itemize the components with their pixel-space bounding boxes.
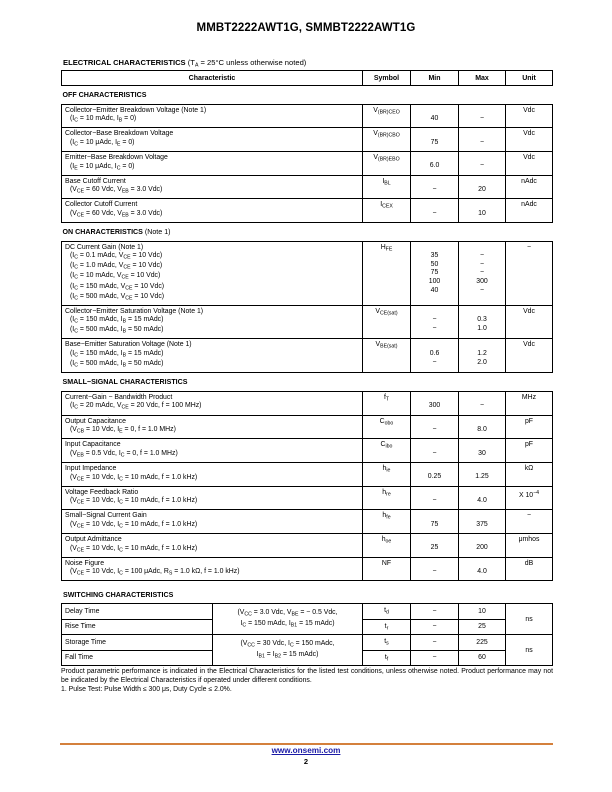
characteristic-name: Base−Emitter Saturation Voltage (Note 1): [65, 341, 192, 349]
characteristic-name: Emitter−Base Breakdown Voltage: [65, 153, 168, 161]
min-cell: −: [411, 486, 459, 510]
unit-cell: MHz: [506, 391, 553, 415]
min-cell: −: [411, 557, 459, 581]
table-row-storage-time: [62, 635, 553, 651]
table-row-base-cutoff-current: [62, 175, 553, 199]
test-condition: ($V_{CE} = 10$ Vdc, $I_C = 100$ μAdc, $R_S = 1.0$ kΩ, f = 1.0 kHz): [70, 568, 240, 577]
page-number: 2: [303, 757, 309, 766]
characteristic-cell: [62, 305, 363, 339]
characteristic-cell: [62, 241, 363, 305]
symbol-cell: $h_{ie}$: [363, 462, 411, 486]
max-cell: 200: [459, 533, 506, 557]
min-cell: −: [411, 439, 459, 463]
min-cell: [411, 339, 459, 373]
table-row-collector-base-breakdown-voltage: [62, 128, 553, 152]
unit-cell: kΩ: [506, 462, 553, 486]
max-cell: 4.0: [459, 486, 506, 510]
test-condition: ($V_{CB} = 10$ Vdc, $I_E = 0$, f = 1.0 MHz): [70, 426, 176, 435]
characteristic-name: Rise Time: [62, 619, 213, 635]
table-row-current-gain-bandwidth-product: [62, 391, 553, 415]
min-cell: −: [411, 619, 459, 635]
max-value: 1.2: [477, 349, 487, 357]
min-cell: 40: [411, 104, 459, 128]
footer-rule: [60, 743, 553, 745]
table-row-voltage-feedback-ratio: [62, 486, 553, 510]
table-row-input-capacitance: [62, 439, 553, 463]
min-cell: 6.0: [411, 151, 459, 175]
symbol-cell: $h_{oe}$: [363, 533, 411, 557]
max-value: 0.3: [477, 316, 487, 324]
column-header: Characteristic: [62, 71, 363, 86]
max-value: 300: [476, 277, 488, 285]
table-header-row: [62, 71, 553, 86]
characteristic-name: Noise Figure: [65, 559, 105, 567]
disclaimer-text: Product parametric performance is indicated in the Electrical Characteristics for the listed test conditions, unless otherwise noted. Product performance may not be indicated by the Electrical Characteristics if operated under different conditions.: [61, 668, 553, 685]
switching-characteristics-table: [61, 603, 553, 666]
characteristic-name: Delay Time: [62, 604, 213, 620]
symbol-cell: $I_{BL}$: [363, 175, 411, 199]
column-header: Unit: [506, 71, 553, 86]
unit-cell: pF: [506, 439, 553, 463]
footnote-1: 1. Pulse Test: Pulse Width ≤ 300 μs, Duty Cycle ≤ 2.0%.: [61, 686, 232, 693]
min-value: −: [432, 324, 437, 332]
test-condition: ($I_C = 150$ mAdc, $I_B = 15$ mAdc): [70, 350, 164, 359]
unit-cell: ns: [506, 635, 553, 666]
min-cell: −: [411, 199, 459, 223]
max-cell: [459, 241, 506, 305]
column-header: Max: [459, 71, 506, 86]
test-condition: ($I_C = 20$ mAdc, $V_{CE} = 20$ Vdc, f = 100 MHz): [70, 402, 202, 411]
unit-cell: X $10^{-4}$: [506, 486, 553, 510]
max-cell: 25: [459, 619, 506, 635]
max-cell: 20: [459, 175, 506, 199]
symbol-cell: $f_T$: [363, 391, 411, 415]
section-off-characteristics: [62, 86, 553, 105]
section-label: ON CHARACTERISTICS (Note 1): [62, 223, 553, 242]
test-condition: ($I_C = 1.0$ mAdc, $V_{CE} = 10$ Vdc): [70, 262, 163, 271]
min-value: −: [432, 316, 437, 324]
max-cell: 1.25: [459, 462, 506, 486]
unit-cell: nAdc: [506, 199, 553, 223]
symbol-cell: $V_{(BR)CBO}$: [363, 128, 411, 152]
min-value: 35: [430, 252, 439, 260]
symbol-cell: $V_{BE(sat)}$: [363, 339, 411, 373]
symbol-cell: $V_{(BR)EBO}$: [363, 151, 411, 175]
section-on-characteristics: [62, 223, 553, 242]
unit-cell: −: [506, 510, 553, 534]
characteristic-cell: [62, 151, 363, 175]
table-row-emitter-base-breakdown-voltage: [62, 151, 553, 175]
characteristic-name: Collector−Base Breakdown Voltage: [65, 130, 174, 138]
electrical-characteristics-table: [61, 70, 553, 581]
symbol-cell: $C_{obo}$: [363, 415, 411, 439]
characteristic-name: Input Capacitance: [65, 441, 121, 449]
symbol-cell: $h_{fe}$: [363, 510, 411, 534]
characteristic-cell: [62, 104, 363, 128]
unit-cell: Vdc: [506, 339, 553, 373]
table-row-input-impedance: [62, 462, 553, 486]
characteristic-name: Current−Gain − Bandwidth Product: [65, 393, 173, 401]
symbol-cell: $C_{ibo}$: [363, 439, 411, 463]
min-cell: [411, 305, 459, 339]
table-row-output-capacitance: [62, 415, 553, 439]
characteristic-name: Collector Cutoff Current: [65, 201, 138, 209]
unit-cell: Vdc: [506, 128, 553, 152]
test-condition: ($V_{CE} = 10$ Vdc, $I_C = 10$ mAdc, f = 1.0 kHz): [70, 473, 198, 482]
unit-cell: ns: [506, 604, 553, 635]
symbol-cell: $H_{FE}$: [363, 241, 411, 305]
table-row-base-emitter-saturation-voltage: [62, 339, 553, 373]
test-condition: ($V_{CC} = 3.0$ Vdc, $V_{BE}$ = − 0.5 Vdc, $I_C = 150$ mAdc, $I_{B1} = 15$ mAdc): [213, 604, 363, 635]
max-value: −: [479, 269, 485, 277]
max-cell: [459, 305, 506, 339]
min-value: 75: [430, 269, 439, 277]
max-cell: 30: [459, 439, 506, 463]
max-cell: −: [459, 104, 506, 128]
symbol-cell: $I_{CEX}$: [363, 199, 411, 223]
unit-cell: Vdc: [506, 151, 553, 175]
characteristic-name: Collector−Emitter Breakdown Voltage (Note 1): [65, 106, 207, 114]
max-cell: 4.0: [459, 557, 506, 581]
max-cell: [459, 339, 506, 373]
characteristic-name: Output Admittance: [65, 535, 122, 543]
characteristic-cell: [62, 339, 363, 373]
test-condition: ($I_C = 150$ mAdc, $I_B = 15$ mAdc): [70, 316, 164, 325]
max-value: 2.0: [477, 358, 487, 366]
page-title: MMBT2222AWT1G, SMMBT2222AWT1G: [196, 22, 416, 34]
characteristic-cell: [62, 557, 363, 581]
max-cell: 10: [459, 604, 506, 620]
characteristic-cell: [62, 439, 363, 463]
test-condition: ($V_{CE} = 10$ Vdc, $I_C = 10$ mAdc, f = 1.0 kHz): [70, 497, 198, 506]
unit-cell: −: [506, 241, 553, 305]
test-condition: ($V_{CE} = 10$ Vdc, $I_C = 10$ mAdc, f = 1.0 kHz): [70, 520, 198, 530]
max-cell: −: [459, 391, 506, 415]
max-value: 1.0: [477, 324, 487, 332]
electrical-characteristics-title: ELECTRICAL CHARACTERISTICS ($T_A = 25^\circ C$ unless otherwise noted): [63, 58, 307, 69]
max-cell: 10: [459, 199, 506, 223]
test-condition: ($V_{CE} = 60$ Vdc, $V_{EB} = 3.0$ Vdc): [70, 209, 163, 219]
table-row-small-signal-current-gain: [62, 510, 553, 534]
switching-characteristics-title: SWITCHING CHARACTERISTICS: [63, 591, 174, 599]
max-cell: −: [459, 151, 506, 175]
max-value: −: [479, 286, 485, 294]
table-row-collector-emitter-saturation-voltage: [62, 305, 553, 339]
section-label: OFF CHARACTERISTICS: [62, 86, 553, 105]
characteristic-name: Base Cutoff Current: [65, 177, 126, 185]
symbol-cell: $t_d$: [363, 604, 411, 620]
characteristic-name: Input Impedance: [65, 464, 117, 472]
test-condition: ($V_{CE} = 10$ Vdc, $I_C = 10$ mAdc, f = 1.0 kHz): [70, 544, 198, 554]
max-cell: 225: [459, 635, 506, 651]
unit-cell: Vdc: [506, 104, 553, 128]
symbol-cell: NF: [363, 557, 411, 581]
characteristic-name: Storage Time: [62, 635, 213, 651]
section-small-signal-characteristics: [62, 373, 553, 392]
symbol-cell: $t_r$: [363, 619, 411, 635]
characteristic-cell: [62, 415, 363, 439]
max-cell: −: [459, 128, 506, 152]
test-condition: ($V_{CE} = 60$ Vdc, $V_{EB} = 3.0$ Vdc): [70, 186, 163, 195]
unit-cell: Vdc: [506, 305, 553, 339]
characteristic-name: DC Current Gain (Note 1): [65, 243, 144, 251]
section-label: SMALL−SIGNAL CHARACTERISTICS: [62, 373, 553, 392]
symbol-cell: $V_{(BR)CEO}$: [363, 104, 411, 128]
test-condition: ($I_C = 0.1$ mAdc, $V_{CE} = 10$ Vdc): [70, 252, 163, 261]
symbol-cell: $h_{re}$: [363, 486, 411, 510]
characteristic-cell: [62, 175, 363, 199]
characteristic-cell: [62, 510, 363, 534]
max-cell: 375: [459, 510, 506, 534]
characteristic-cell: [62, 462, 363, 486]
test-condition: ($I_C = 500$ mAdc, $V_{CE} = 10$ Vdc): [70, 292, 165, 302]
test-condition: ($I_C = 10$ mAdc, $I_B = 0$): [70, 115, 137, 124]
min-value: 40: [430, 286, 439, 294]
characteristic-name: Voltage Feedback Ratio: [65, 488, 139, 496]
unit-cell: μmhos: [506, 533, 553, 557]
characteristic-cell: [62, 533, 363, 557]
unit-cell: dB: [506, 557, 553, 581]
test-condition: ($I_C = 10$ mAdc, $V_{CE} = 10$ Vdc): [70, 272, 161, 281]
max-value: −: [479, 252, 485, 260]
min-cell: 75: [411, 510, 459, 534]
min-cell: −: [411, 604, 459, 620]
column-header: Min: [411, 71, 459, 86]
column-header: Symbol: [363, 71, 411, 86]
min-cell: −: [411, 650, 459, 666]
table-row-noise-figure: [62, 557, 553, 581]
characteristic-cell: [62, 486, 363, 510]
max-value: −: [479, 260, 485, 268]
characteristic-name: Small−Signal Current Gain: [65, 512, 147, 520]
symbol-cell: $t_s$: [363, 635, 411, 651]
characteristic-name: Output Capacitance: [65, 417, 126, 425]
max-cell: 8.0: [459, 415, 506, 439]
table-row-output-admittance: [62, 533, 553, 557]
min-cell: 0.25: [411, 462, 459, 486]
unit-cell: nAdc: [506, 175, 553, 199]
min-value: 100: [428, 277, 441, 285]
table-row-dc-current-gain: [62, 241, 553, 305]
min-cell: 300: [411, 391, 459, 415]
website-link[interactable]: www.onsemi.com: [271, 746, 341, 755]
test-condition: ($I_C = 10$ μAdc, $I_E = 0$): [70, 138, 135, 148]
characteristic-cell: [62, 199, 363, 223]
test-condition: ($V_{CC} = 30$ Vdc, $I_C = 150$ mAdc, $I_{B1} = I_{B2} = 15$ mAdc): [213, 635, 363, 666]
min-value: −: [432, 358, 437, 366]
test-condition: ($V_{EB} = 0.5$ Vdc, $I_C = 0$, f = 1.0 MHz): [70, 449, 178, 459]
characteristic-name: Fall Time: [62, 650, 213, 666]
symbol-cell: $t_f$: [363, 650, 411, 666]
characteristic-name: Collector−Emitter Saturation Voltage (Note 1): [65, 307, 204, 315]
symbol-cell: $V_{CE(sat)}$: [363, 305, 411, 339]
unit-cell: pF: [506, 415, 553, 439]
min-cell: −: [411, 415, 459, 439]
test-condition: ($I_C = 150$ mAdc, $V_{CE} = 10$ Vdc): [70, 282, 165, 291]
test-condition: ($I_C = 500$ mAdc, $I_B = 50$ mAdc): [70, 326, 164, 335]
table-row-collector-cutoff-current: [62, 199, 553, 223]
min-cell: 25: [411, 533, 459, 557]
min-cell: −: [411, 175, 459, 199]
min-cell: −: [411, 635, 459, 651]
min-value: 50: [430, 260, 439, 268]
test-condition: ($I_E = 10$ μAdc, $I_C = 0$): [70, 162, 135, 172]
test-condition: ($I_C = 500$ mAdc, $I_B = 50$ mAdc): [70, 360, 164, 369]
min-cell: 75: [411, 128, 459, 152]
max-cell: 60: [459, 650, 506, 666]
characteristic-cell: [62, 391, 363, 415]
min-cell: [411, 241, 459, 305]
min-value: 0.6: [429, 349, 440, 357]
table-row-collector-emitter-breakdown-voltage-note-1: [62, 104, 553, 128]
characteristic-cell: [62, 128, 363, 152]
table-row-delay-time: [62, 604, 553, 620]
